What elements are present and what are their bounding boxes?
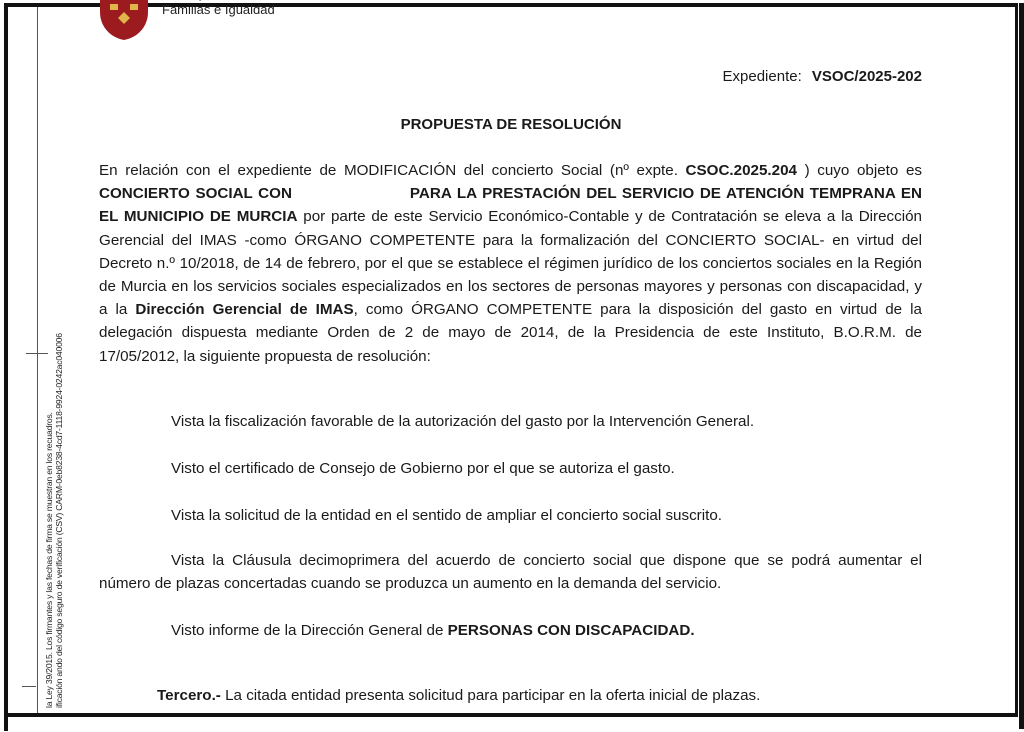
intro-text-1: En relación con el expediente de MODIFICACIÓN del concierto Social (nº expte. [99,162,686,179]
verification-line-2: ificación ando del código seguro de verificación (CSV) CARM-0eb8238-4cd7-1118-9924-0242ac040006 [54,333,64,708]
page-border-right-outer [1019,3,1024,729]
intro-text-2: ) cuyo objeto es [796,162,922,179]
intro-text-4: , como ÓRGANO COMPETENTE para la disposición del gasto en virtud de la delegación dispuesta mediante Orden de 2 de mayo de 2014, de la Presidencia de este Instituto, B.O.R.M. de 17/05/2012, la siguiente propuesta de resolución: [99,301,922,365]
document-title [0,116,1024,133]
expediente-value: VSOC/2025-202 [811,68,922,85]
paragraph-fiscalizacion: Vista la fiscalización favorable de la autorización del gasto por la Intervención General. [171,413,755,430]
document-title-text: PROPUESTA DE RESOLUCIÓN [400,116,622,133]
expediente-label: Expediente: [722,68,802,85]
tercero-label: Tercero.- [157,687,221,704]
intro-paragraph [99,159,922,368]
verification-sidebar [44,333,64,708]
expediente-code: CSOC.2025.204 [685,162,797,179]
verification-line-1: la Ley 39/2015. Los firmantes y las fechas de firma se muestran en los recuadros. [44,412,54,708]
informe-text: Visto informe de la Dirección General de [171,622,448,639]
institution-line-2: Familias e Igualdad [162,2,275,17]
intro-text-3: por parte de este Servicio Económico-Contable y de Contratación se eleva a la Dirección Gerencial del IMAS -como ÓRGANO COMPETENTE para la formalización del CONCIERTO SOCIAL- en virtud del Decreto n.º 10/2018, de 14 de febrero, por el que se establece el régimen jurídico de los conciertos sociales en la Región de Murcia en los servicios sociales especializados en los sectores de personas mayores y personas con discapacidad, y a la [99,208,922,319]
service-description: PARA LA PRESTACIÓN DEL SERVICIO DE ATENCIÓN TEMPRANA EN EL MUNICIPIO DE MURCIA [99,185,922,226]
page-border-bottom [4,713,1018,717]
page-border-top [4,3,1018,7]
tercero-text: La citada entidad presenta solicitud para participar en la oferta inicial de plazas. [220,687,761,704]
margin-tick-bottom [22,686,36,687]
institution-name [162,0,332,18]
paragraph-tercero [157,684,917,707]
margin-rule [37,7,38,713]
paragraph-clausula: Vista la Cláusula decimoprimera del acuerdo de concierto social que dispone que se podrá aumentar el número de plazas concertadas cuando se produzca un aumento en la demanda del servicio. [99,552,922,593]
direccion-gerencial: Dirección Gerencial de IMAS [135,301,354,319]
page-border-right [1015,3,1018,717]
paragraph-certificado: Visto el certificado de Consejo de Gobierno por el que se autoriza el gasto. [171,460,675,477]
region-murcia-shield-icon [98,0,150,40]
expediente-reference [723,68,922,85]
concierto-label: CONCIERTO SOCIAL CON [99,185,292,203]
paragraph-informe [99,619,922,642]
paragraph-solicitud: Vista la solicitud de la entidad en el sentido de ampliar el concierto social suscrito. [171,507,722,524]
informe-bold: PERSONAS CON DISCAPACIDAD. [447,622,695,639]
page-border-left [4,3,8,731]
